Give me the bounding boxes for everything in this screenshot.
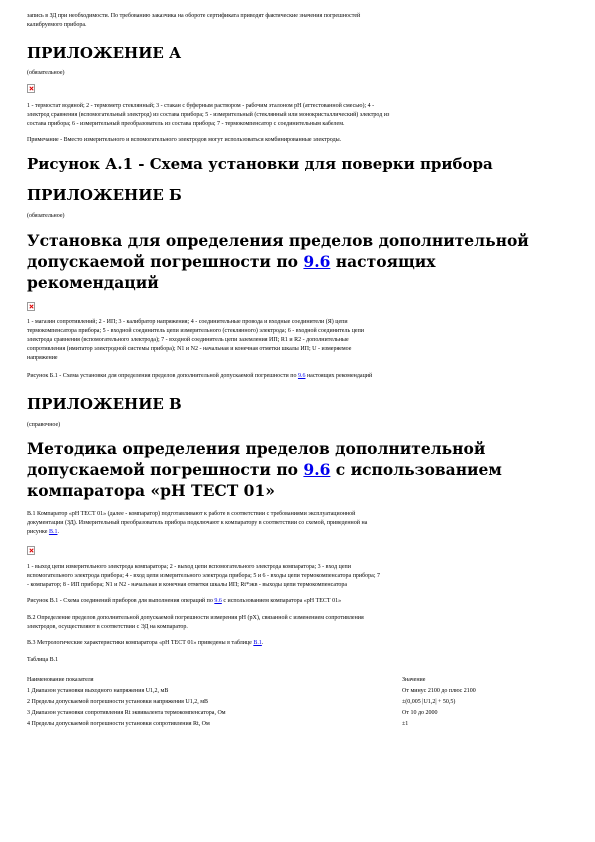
heading-line-end: настоящих рекомендаций [27,252,436,292]
figure-v1-caption [27,597,572,606]
heading-line: Методика определения пределов дополнительной [27,439,486,458]
appendix-v-title: ПРИЛОЖЕНИЕ В [27,395,182,413]
document-page [27,12,572,730]
table-row [27,686,547,697]
broken-image-icon [27,302,35,311]
appendix-a-kind: (обязательное) [27,70,65,76]
appendix-b-title: ПРИЛОЖЕНИЕ Б [27,186,182,204]
caption-text: Рисунок Б.1 - Схема установки для определения пределов дополнительной допускаемой погрешности по [27,373,298,379]
legend-line: 1 - выход цепи измерительного электрода компаратора; 2 - выход цепи вспомогательного электрода компаратора; 3 - вход цепи [27,564,351,570]
legend-line: сопротивления (имитатор электродной системы прибора); N1 и N2 - начальная и конечная отметки шкалы ИП; U - измеряемое [27,346,352,352]
table-cell: 3 Диапазон установки сопротивления Rt эквивалента термокомпенсатора, Ом [27,710,226,716]
heading-line-start: допускаемой погрешности по [27,252,304,271]
paragraph-line: В.1 Компаратор «рН ТЕСТ 01» (далее - компаратор) подготавливают к работе в соответствии с требованиями эксплуатационной [27,511,356,517]
table-cell: От минус 2100 до плюс 2100 [402,688,476,694]
caption-text: Рисунок В.1 - Схема соединений приборов для выполнения операций по [27,598,215,604]
table-cell: 1 Диапазон установки выходного напряжения U1,2, мВ [27,688,169,694]
metrology-table [27,675,547,730]
appendix-b-legend [27,318,572,363]
appendix-v-heading [27,438,572,501]
legend-line: 1 - магазин сопротивлений; 2 - ИП; 3 - калибратор напряжения; 4 - соединительные провода и входные соединители (Я) цепи [27,319,348,325]
caption-text-end: с использованием компаратора «рН ТЕСТ 01» [221,598,342,604]
paragraph-line-end: . [261,640,264,646]
legend-line: электрод сравнения (вспомогательный электрод) из состава прибора; 5 - измерительный (стеклянный или монокристаллический) электрод из [27,112,390,118]
table-label: Таблица В.1 [27,657,59,663]
heading-line: Установка для определения пределов дополнительной [27,231,529,250]
table-cell: ±(0,005 |U1,2| + 50,5) [402,699,456,705]
section-9-6-link[interactable]: 9.6 [214,598,222,604]
paragraph-line-end: . [57,529,59,535]
section-9-6-link[interactable]: 9.6 [297,373,306,379]
paragraph-line: документации (ЗД). Измерительный преобразователь прибора подключают к компаратору в соответствии со схемой, приведенной на [27,520,368,526]
figure-a1-caption: Рисунок А.1 - Схема установки для поверки прибора [27,155,493,173]
legend-line: 1 - термостат водяной; 2 - термометр стеклянный; 3 - стакан с буферным раствором - рабочим эталоном рН (аттестованной смесью); 4 - [27,103,375,109]
table-cell: От 10 до 2000 [402,710,438,716]
figure-v1-link[interactable]: В.1 [48,529,58,535]
legend-line: вспомогательного электрода прибора; 4 - вход цепи измерительного электрода прибора; 5 и 6 - входы цепи термокомпенсатора прибора; 7 [27,573,380,579]
table-header-cell: Значение [402,677,426,683]
paragraph-line-start: рисунке [27,529,49,535]
table-row [27,719,547,730]
section-9-6-link[interactable]: 9.6 [303,252,331,271]
paragraph-v1 [27,510,572,537]
appendix-v-kind: (справочное) [27,422,61,428]
intro-line: запись в ЗД при необходимости. По требованию заказчика на обороте сертификата приводят фактические значения погрешностей [27,13,361,19]
table-row [27,697,547,708]
table-header-row [27,675,547,686]
table-row [27,708,547,719]
paragraph-line: В.2 Определение пределов дополнительной допускаемой погрешности измерения рН (рХ), связанной с изменением сопротивления [27,615,364,621]
legend-line: напряжение [27,355,58,361]
intro-line: калибруемого прибора. [27,22,87,28]
appendix-b-kind: (обязательное) [27,213,65,219]
paragraph-v3 [27,639,572,648]
heading-line-end: с использованием [330,460,502,479]
legend-line: - компаратор; 8 - ИП прибора; N1 и N2 - начальная и конечная отметки шкалы ИП; Rt*экв - выходы цепи термокомпенсатора [27,582,348,588]
broken-image-icon [27,84,35,93]
appendix-a-note: Примечание - Вместо измерительного и вспомогательного электродов могут использоваться комбинированные электроды. [27,137,342,143]
heading-line-start: допускаемой погрешности по [27,460,304,479]
table-cell: 2 Пределы допускаемой погрешности установки напряжения U1,2, мВ [27,699,209,705]
table-header-cell: Наименование показателя [27,677,94,683]
heading-line: компаратора «рН ТЕСТ 01» [27,481,275,500]
appendix-v-legend [27,563,572,590]
table-v1-link[interactable]: В.1 [253,640,262,646]
appendix-b-heading [27,230,572,293]
legend-line: электрода сравнения (вспомогательного электрода); 7 - входной соединитель цепи заземления ИП; R1 и R2 - дополнительные [27,337,349,343]
appendix-a-title: ПРИЛОЖЕНИЕ А [27,44,182,62]
appendix-a-legend [27,102,572,129]
intro-text [27,12,572,30]
legend-line: термокомпенсатора прибора; 5 - входной соединитель цепи измерительного (стеклянного) электрода; 6 - входной соединитель цепи [27,328,364,334]
caption-text-end: настоящих рекомендаций [305,373,373,379]
table-cell: 4 Пределы допускаемой погрешности установки сопротивления Rt, Ом [27,721,210,727]
section-9-6-link[interactable]: 9.6 [303,460,331,479]
paragraph-line: электродов, осуществляют в соответствии с ЭД на компаратор. [27,624,188,630]
paragraph-v2 [27,614,572,632]
paragraph-line-start: В.3 Метрологические характеристики компаратора «рН ТЕСТ 01» приведены в таблице [27,640,254,646]
table-cell: ±1 [402,721,409,727]
legend-line: состава прибора; 6 - измерительный преобразователь из состава прибора; 7 - термокомпенсатор с соединительным кабелем. [27,121,345,127]
figure-b1-caption [27,372,572,381]
broken-image-icon [27,546,35,555]
